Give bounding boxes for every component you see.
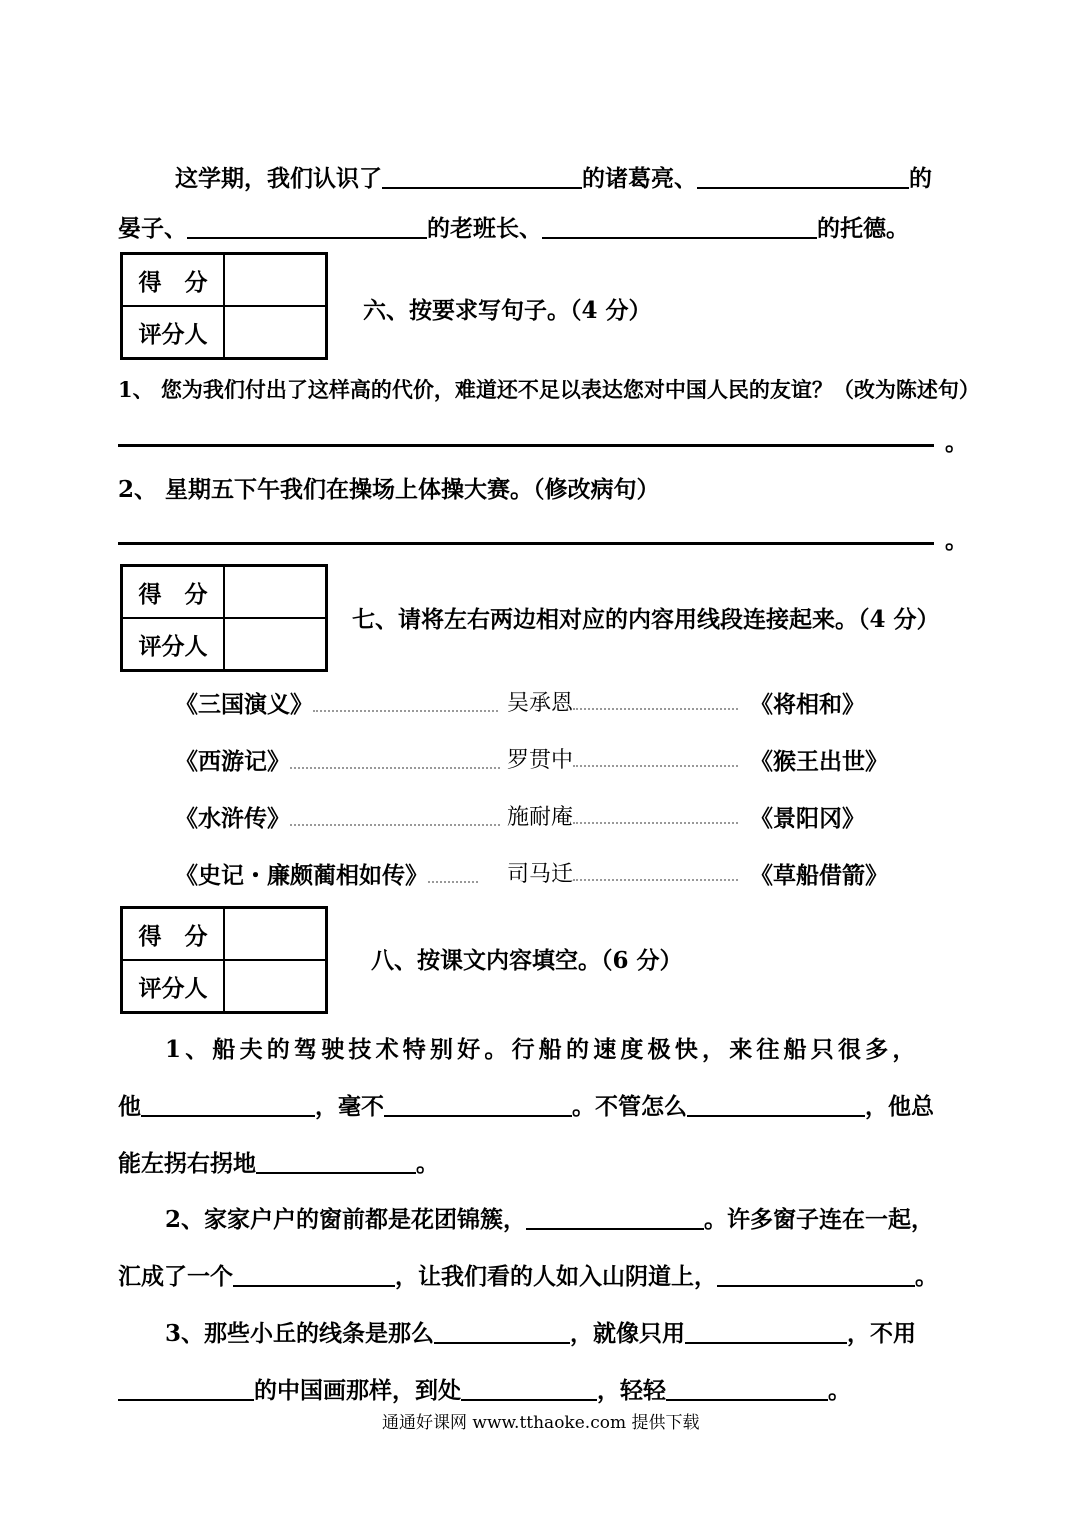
text: 的托德。	[817, 215, 909, 242]
match-author	[507, 857, 738, 888]
blank[interactable]	[256, 1150, 416, 1174]
match-story: 《景阳冈》	[750, 805, 865, 832]
end-mark: 。	[945, 429, 968, 456]
blank[interactable]	[542, 215, 817, 239]
text: 。许多窗子连在一起，	[704, 1206, 935, 1233]
section8-q3-line1	[165, 1315, 916, 1348]
match-author	[507, 800, 738, 831]
blank[interactable]	[697, 165, 909, 189]
section8-q2-line1	[165, 1201, 934, 1234]
grader-label: 评分人	[122, 618, 225, 671]
match-book	[175, 800, 500, 833]
section6-title: 六、按要求写句子。（4 分）	[363, 297, 652, 324]
answer-line[interactable]	[118, 444, 934, 447]
blank[interactable]	[717, 1263, 915, 1287]
text: 罗贯中	[507, 748, 574, 773]
section8-q1-line3	[118, 1145, 439, 1178]
text: 《西游记》	[175, 748, 290, 775]
grader-cell[interactable]	[224, 306, 327, 359]
dots	[313, 696, 498, 712]
match-book	[175, 857, 478, 890]
grader-cell[interactable]	[224, 618, 327, 671]
end-mark: 。	[945, 527, 968, 554]
text: 《史记・廉颇蔺相如传》	[175, 862, 428, 889]
text: 2、家家户户的窗前都是花团锦簇，	[165, 1206, 527, 1233]
score-cell[interactable]	[224, 908, 327, 961]
score-box-8	[120, 906, 328, 1014]
section8-q3-line2	[118, 1372, 851, 1405]
section6-q2: 2、 星期五下午我们在操场上体操大赛。（修改病句）	[118, 476, 660, 503]
blank[interactable]	[685, 1320, 847, 1344]
text: 3、那些小丘的线条是那么	[165, 1320, 435, 1347]
text: 《三国演义》	[175, 691, 313, 718]
text: 。	[828, 1377, 851, 1404]
text: ，毫不	[315, 1093, 384, 1120]
text: 施耐庵	[507, 805, 574, 830]
footer-text: 通通好课网 www.tthaoke.com 提供下载	[382, 1413, 700, 1433]
blank[interactable]	[526, 1206, 704, 1230]
text: 。	[416, 1150, 439, 1177]
blank[interactable]	[233, 1263, 395, 1287]
match-author	[507, 743, 738, 774]
text: 。不管怎么	[572, 1093, 687, 1120]
section6-q1: 1、 您为我们付出了这样高的代价，难道还不足以表达您对中国人民的友谊？（改为陈述句）	[118, 377, 980, 402]
match-book	[175, 743, 500, 776]
dots	[290, 810, 500, 826]
text: 这学期，我们认识了	[175, 165, 382, 192]
section5-line2	[118, 210, 909, 243]
blank[interactable]	[666, 1377, 828, 1401]
blank[interactable]	[434, 1320, 570, 1344]
text: ，他总	[865, 1093, 934, 1120]
dots	[428, 867, 478, 883]
text: 他	[118, 1093, 141, 1120]
text: ，轻轻	[597, 1377, 666, 1404]
blank[interactable]	[382, 165, 582, 189]
text: ，让我们看的人如入山阴道上，	[395, 1263, 717, 1290]
text: 司马迁	[507, 862, 574, 887]
score-label: 得 分	[122, 908, 225, 961]
section7-title: 七、请将左右两边相对应的内容用线段连接起来。（4 分）	[352, 606, 940, 633]
score-label: 得 分	[122, 254, 225, 307]
match-author	[507, 686, 738, 717]
grader-cell[interactable]	[224, 960, 327, 1013]
section8-q2-line2	[118, 1258, 938, 1291]
match-story: 《猴王出世》	[750, 748, 888, 775]
text: 。	[915, 1263, 938, 1290]
text: 的中国画那样，到处	[254, 1377, 461, 1404]
dots	[573, 694, 738, 710]
text: 晏子、	[118, 215, 187, 242]
score-cell[interactable]	[224, 566, 327, 619]
section8-title: 八、按课文内容填空。（6 分）	[371, 947, 683, 974]
section8-q1-line1: 1、船夫的驾驶技术特别好。行船的速度极快，来往船只很多，	[165, 1036, 920, 1063]
dots	[573, 808, 738, 824]
dots	[573, 751, 738, 767]
blank[interactable]	[141, 1093, 315, 1117]
blank[interactable]	[687, 1093, 865, 1117]
match-book	[175, 686, 498, 719]
section5-line1	[175, 160, 932, 193]
dots	[573, 865, 738, 881]
score-cell[interactable]	[224, 254, 327, 307]
blank[interactable]	[461, 1377, 597, 1401]
text: 的	[909, 165, 932, 192]
grader-label: 评分人	[122, 306, 225, 359]
answer-line[interactable]	[118, 542, 934, 545]
grader-label: 评分人	[122, 960, 225, 1013]
score-box-6	[120, 252, 328, 360]
score-box-7	[120, 564, 328, 672]
text: 汇成了一个	[118, 1263, 233, 1290]
text: ，就像只用	[570, 1320, 686, 1347]
blank[interactable]	[187, 215, 427, 239]
match-story: 《草船借箭》	[750, 862, 888, 889]
match-story: 《将相和》	[750, 691, 865, 718]
text: 能左拐右拐地	[118, 1150, 256, 1177]
text: 《水浒传》	[175, 805, 290, 832]
text: 吴承恩	[507, 691, 574, 716]
text: ，不用	[847, 1320, 917, 1347]
blank[interactable]	[384, 1093, 572, 1117]
text: 的诸葛亮、	[582, 165, 697, 192]
blank[interactable]	[118, 1377, 254, 1401]
section8-q1-line2	[118, 1088, 934, 1121]
score-label: 得 分	[122, 566, 225, 619]
dots	[290, 753, 500, 769]
text: 的老班长、	[427, 215, 542, 242]
